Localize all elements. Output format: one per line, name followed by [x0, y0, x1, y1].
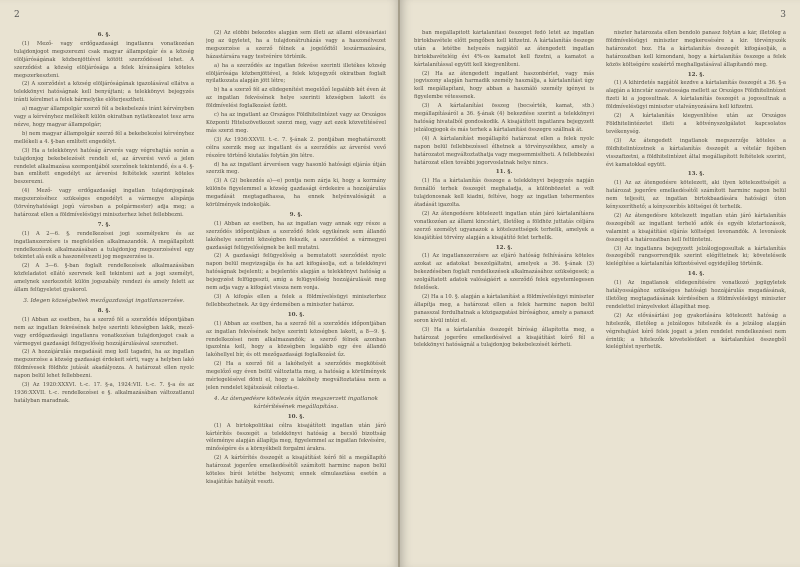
- paragraph: c) ha az ingatlant az Országos Földhitelintézet vagy az Országos Központi Hitelszövetkezet szerzi meg, vagy azt ezek közvetítésével más szerzi meg.: [206, 112, 386, 134]
- page-number-right: 3: [780, 10, 786, 20]
- paragraph: (2) A szerződést a község elöljáróságának igazolásával ellátva a telekkönyvi hatóságnak kell benyújtani; a telekkönyvi bejegyzés iránti kérelmet a felek bármelyike előterjesztheti.: [14, 81, 194, 104]
- paragraph: (2) A gazdasági felügyelőség a bemutatott szerződést nyolc napon belül megvizsgálja és ha azt kifogásolja, ezt a telekkönyvi hatóságnak bejelenti; a bejelentés alapján a telekkönyvi hatóság a bejegyzést felfüggeszti, amíg a felügyelőség hozzájárulását meg nem adja vagy a kifogást vissza nem vonja.: [206, 253, 386, 292]
- paragraph: (2) Ha az átengedett ingatlant haszonbérlet, vagy más jogviszony alapján harmadik személy használja, a kártalanítást úgy kell megállapítani, hogy abban a használó személy igényei is figyelembe vétessenek.: [414, 70, 594, 101]
- right-page: [400, 0, 800, 567]
- paragraph: (1) Abban az esetben, ha az ingatlan vagy annak egy része a szerződés időpontjában a szerződő felek egyikének sem állandó lakóhelye szerinti községben fekszik, a szerződést a vármegyei gazdasági felügyelőségnek be kell mutatni.: [206, 220, 386, 251]
- left-page-columns: [14, 30, 386, 561]
- paragraph: (2) A kártérítés összegét a kisajátítást kérő fél a megállapító határozat jogerőre emelkedésétől számított harminc napon belül köteles bírói letétbe helyezni; ennek elmulasztása esetén a kisajátítás hatályát veszti.: [206, 455, 386, 485]
- section-number: 11. §.: [495, 169, 513, 176]
- paragraph: (1) A kihirdetés napjától kezdve a kártalanítás összegét a 36. §-a alapján a kincstár szavatossága mellett az Országos Földhitelintézet fizeti ki a jogosultnak. A kártalanítás összegét a jogosultnak a földmívelésügyi miniszter utalványozására kell kifizetni.: [606, 80, 786, 111]
- paragraph: (1) Az ingatlanszerzésre az eljáró hatóság felhívására köteles azokat az adatokat beszolgáltatni, amelyek a 36. §-ának (3) bekezdésében foglalt rendelkezések alkalmazásához szükségesek; a szolgáltatott adatok valóságáért a szerződő felek egyetemlegesen felelősek.: [414, 253, 594, 292]
- section-number: 9. §.: [289, 211, 303, 218]
- section-heading: 4. Az átengedésre kötelezés útján megszerzett ingatlanok kártérítésének megállapítása.: [214, 395, 378, 410]
- section-number: 13. §.: [687, 171, 705, 178]
- paragraph: (2) A hozzájárulás megadását meg kell tagadni, ha az ingatlan megszerzése a község gazdasági érdekeit sérti, vagy a helyben lakó földmívesek földhöz jutását akadályozza. A határozat ellen nyolc napon belül lehet fellebbezni.: [14, 349, 194, 380]
- left-page-column-1: [14, 30, 194, 561]
- paragraph: (2) A 3—6. §-ban foglalt rendelkezések alkalmazásában közfeladatot ellátó szervnek kell tekinteni azt a jogi személyt, amelynek szerkezetét külön jogszabály rendezi és amely felett az állam felügyeletet gyakorol.: [14, 263, 194, 294]
- page-number-left: 2: [14, 10, 20, 20]
- paragraph: (3) Az átengedett ingatlanok megszerzője köteles a földhitelintézetnek a kártalanítás összegét a vételár fejében visszafizetni, a földhitelintézet által megállapított feltételek szerint, évi kamatokkal együtt.: [606, 137, 786, 168]
- paragraph: (1) Abban az esetben, ha a szerző fél a szerződés időpontjában nem az ingatlan fekvésének helye szerinti községben lakik, mező- vagy erdőgazdasági ingatlanra vonatkozóan tulajdonjogot csak a vármegyei gazdasági felügyelőség hozzájárulásával szerezhet.: [14, 316, 194, 347]
- paragraph: (3) A kifogás ellen a felek a földmívelésügyi miniszterhez fellebbezhetnek. Az ügy érdemében a miniszter határoz.: [206, 294, 386, 308]
- right-page-column-2: [606, 30, 786, 561]
- paragraph: (4) A kártalanítást megállapító határozat ellen a felek nyolc napon belül fellebbezéssel élhetnek a törvényszékhez, amely a határozatot megváltoztathatja vagy megsemmisítheti. A fellebbezési határozat ellen további jogorvoslatnak helye nincs.: [414, 135, 594, 166]
- paragraph: (3) Az 1936:XXVII. t.-c. 7. §-ának 2. pontjában meghatározott célra szerzik meg az ingatlant és a szerződés az árverési vevő részére történő kiutalás folytán jön létre.: [206, 136, 386, 159]
- section-number: 8. §.: [97, 307, 111, 314]
- paragraph: (2) Az átengedésre kötelezett ingatlan után járó kártalanításra vonatkozóan az állami kincstárt, illetőleg a földhöz juttatás céljára szerző személyt ugyanazok a kötelezettségek terhelik, amelyek a kisajátítási törvény alapján a kisajátító felet terhelik.: [414, 210, 594, 241]
- paragraph: b) ha a szerző fél az elidegenítést megelőző legalább két éven át az ingatlan fekvésének helye szerinti községben lakott és földmívelési foglalkozást űzött.: [206, 87, 386, 110]
- paragraph: (2) Ha a 10. §. alapján a kártalanítást a földmívelésügyi miniszter állapítja meg, a határozat ellen a felek harminc napon belül panasszal fordulhatnak a közigazgatási bírósághoz, amely a panaszt soron kívül intézi el.: [414, 294, 594, 324]
- left-page-column-2: [206, 30, 386, 561]
- paragraph: d) ha az ingatlant árverésen vagy hasonló hatósági eljárás útján szerzik meg.: [206, 161, 386, 176]
- paragraph: (1) Ha a kártalanítás összege a telekkönyvi bejegyzés napján fennálló terhek összegét meghaladja, a különbözetet a volt tulajdonosnak kell kiadni, feltéve, hogy az ingatlan tehermentes átadását igazolta.: [414, 178, 594, 209]
- section-number: 6. §.: [97, 32, 111, 38]
- paragraph: (3) A kártalanítási összeg (becsérték, kamat, stb.) megállapításáról a 36. §-ának (4) bekezdése szerint a telekkönyvi hatóság hivatalból gondoskodik. A kisajátított ingatlanra bejegyzett jelzálogjogok és más terhek a kártalanítási összegre szállnak át.: [414, 103, 594, 133]
- paragraph: (2) A kártalanítás kiegyenlítése után az Országos Földhitelintézetet illeti a kötvényszolgálatot kapcsolatos tevékenység.: [606, 113, 786, 135]
- paragraph: (1) Mező- vagy erdőgazdasági ingatlanra vonatkozóan tulajdonjogot megszerezni csak magyar állampolgár és a község elöljáróságának közbenjöttével kötött szerződéssel lehet. A szerződést a község elöljárósága a felek kívánságára köteles megszerkeszteni.: [14, 40, 194, 79]
- section-number: 12. §.: [495, 244, 513, 251]
- paragraph: (2) Az előbbi bekezdés alapján sem illeti az állami elővásárlási jog az ügyletet, ha a tulajdonátruházás vagy a haszonélvezet megszerzése a szerző félnek a jogelődtől leszármazására, házastársára vagy testvérére történik.: [206, 30, 386, 60]
- paragraph: b) nem magyar állampolgár szerző fél a bekebelezési kérvényhez mellékeli a 4. §-ban említett engedélyt.: [14, 130, 194, 145]
- paragraph: (1) A 2—6. §. rendelkezései jogi személyekre és az ingatlanszerzésre is megfelelően alkalmazandók. A megállapított rendelkezések alkalmazásában a tulajdonjog megszerzésével egy tekintet alá esik a haszonélvezeti jog megszerzése is.: [14, 230, 194, 261]
- paragraph: (3) Az 1920:XXXVI. t.-c. 17. §-a, 1924:VII. t.-c. 7. §-a és az 1936:XXVII. t.-c. rendelkezései e §. alkalmazásában változatlanul hatályban maradnak.: [14, 382, 194, 404]
- paragraph: (1) Az az átengedésre kötelezett, aki ilyen kötelezettségét a határozat jogerőre emelkedésétől számított harminc napon belül nem teljesíti, az ingatlan birtokbaadására hatósági úton kényszeríthető; a kényszerítés költségei őt terhelik.: [606, 180, 786, 211]
- section-number: 12. §.: [687, 71, 705, 78]
- paragraph: (2) Az elővásárlási jog gyakorlására kötelezett hatóság a hitelezők, illetőleg a jelzálogos hitelezők és a jelzálog alapján végrehajtást kérő felek jogait a jelen rendelet rendelkezései nem érintik; a hitelezők követelésüket a kártalanítási összegből kielégítést nyerhetik.: [606, 312, 786, 351]
- paragraph: (1) Az ingatlanok elidegenítésére vonatkozó jogügyletek hatályosságához szükséges hatósági hozzájárulás megadásának, illetőleg megtagadásának kérdésében a földmívelésügyi miniszter rendelettel irányelveket állapíthat meg.: [606, 280, 786, 310]
- right-page-columns: [414, 30, 786, 561]
- paragraph: ban megállapított kártalanítási összeget fedő letét az ingatlan birtokbavétele előtt pengőben kell kifizetni. A kártalanítás összege után a letétbe helyezés napjától az átengedett ingatlan birtokbavételéig évi 4%-os kamatot kell fizetni, a kamatot a kártalanítással együtt kell kiegyenlíteni.: [414, 30, 594, 68]
- section-number: 7. §.: [97, 221, 111, 228]
- paragraph: (2) Ha a szerző fél a lakóhelyét a szerződés megkötését megelőző egy éven belül változtatta meg, a hatóság a körülmények mérlegelésével dönti el, hogy a lakóhely megváltoztatása nem a jelen rendelet kijátszását célozta-e.: [206, 361, 386, 391]
- paragraph: a) magyar állampolgár szerző fél a bekebelezés iránt kérvényben vagy a kérvényhez mellékelt külön okiratban nyilatkozatot tesz arra nézve, hogy magyar állampolgár;: [14, 106, 194, 128]
- paragraph: niszter határozata ellen bendoló panasz folytán a kár, illetőleg a földmívelésügyi miniszter megkeresésére a kir. törvényszék határozatot hoz. Ha a kártalanítás összegét kifogásolják, a határozatban kell kimondani, hogy a kártalanítás összege a felek közös költségére szakértő meghallgatásával állapítandó meg.: [606, 30, 786, 68]
- paragraph: (4) Mező- vagy erdőgazdasági ingatlan tulajdonjogának megszerzéséhez szükséges engedélyt a vármegye alispánja (törvényhatósági jogú városban a polgármester) adja meg; a határozat ellen a földmívelésügyi miniszterhez lehet fellebbezni.: [14, 188, 194, 218]
- paragraph: (3) Az ingatlanra bejegyzett jelzálogjogosultak a kártalanítás összegéből rangsorrendjük szerint elégíttetnek ki; követeléseik kielégítése a kártalanítás kifizetésével egyidejűleg történik.: [606, 245, 786, 268]
- paragraph: (1) Abban az esetben, ha a szerző fél a szerződés időpontjában az ingatlan fekvésének helye szerinti községben lakott, a 8—9. §. rendelkezései nem alkalmazandók; a szerző félnek azonban igazolnia kell, hogy a községben legalább egy éve állandó lakóhellyel bír, és ott mezőgazdasági foglalkozást űz.: [206, 320, 386, 359]
- paragraph: (3) Ha a kártalanítás összegét bíróság állapította meg, a határozat jogerőre emelkedésével a kisajátítást kérő fél a telekkönyvi hatóságnál a tulajdonjog bekebelezését kérheti.: [414, 326, 594, 349]
- paragraph: a) ha a szerződés az ingatlan fekvése szerinti illetékes község elöljárósága közbenjöttével, a felek közjegyzői okiratban foglalt nyilatkozata alapján jött létre;: [206, 62, 386, 85]
- section-heading: 3. Idegen községbeliek mezőgazdasági ingatlanszerzése.: [23, 298, 185, 304]
- section-number: 10. §.: [287, 413, 305, 420]
- paragraph: (2) Az átengedésre kötelezett ingatlan után járó kártalanítás összegéből az ingatlant terhelő adók és egyéb köztartozások, valamint a kisajátítási eljárás költségei levonandók. A levonások összegét a határozatban kell feltüntetni.: [606, 212, 786, 243]
- section-number: 14. §.: [687, 271, 705, 278]
- paragraph: (3) Ha a telekkönyvi hatóság árverés vagy végrehajtás során a tulajdonjog bekebelezését rendeli el, az árverési vevő a jelen rendelet alkalmazása szempontjából szerzőnek tekintendő, és a 4. §-ban említett engedélyt az árverési feltételek szerint köteles beszerezni.: [14, 147, 194, 186]
- right-page-column-1: [414, 30, 594, 561]
- section-number: 10. §.: [287, 311, 305, 318]
- paragraph: (1) A birtokpolitikai célra kisajátított ingatlan után járó kártérítés összegét a telekkönyvi hatóság a becslő bizottság véleménye alapján állapítja meg, figyelemmel az ingatlan fekvésére, minőségére és a környékbeli forgalmi árakra.: [206, 422, 386, 453]
- paragraph: (3) A (2) bekezdés a)—e) pontja nem zárja ki, hogy a kormány különös figyelemmel a község gazdasági érdekeire a hozzájárulás megadását megtagadhassa, ha ennek helyénvalóságát a körülmények indokolják.: [206, 178, 386, 209]
